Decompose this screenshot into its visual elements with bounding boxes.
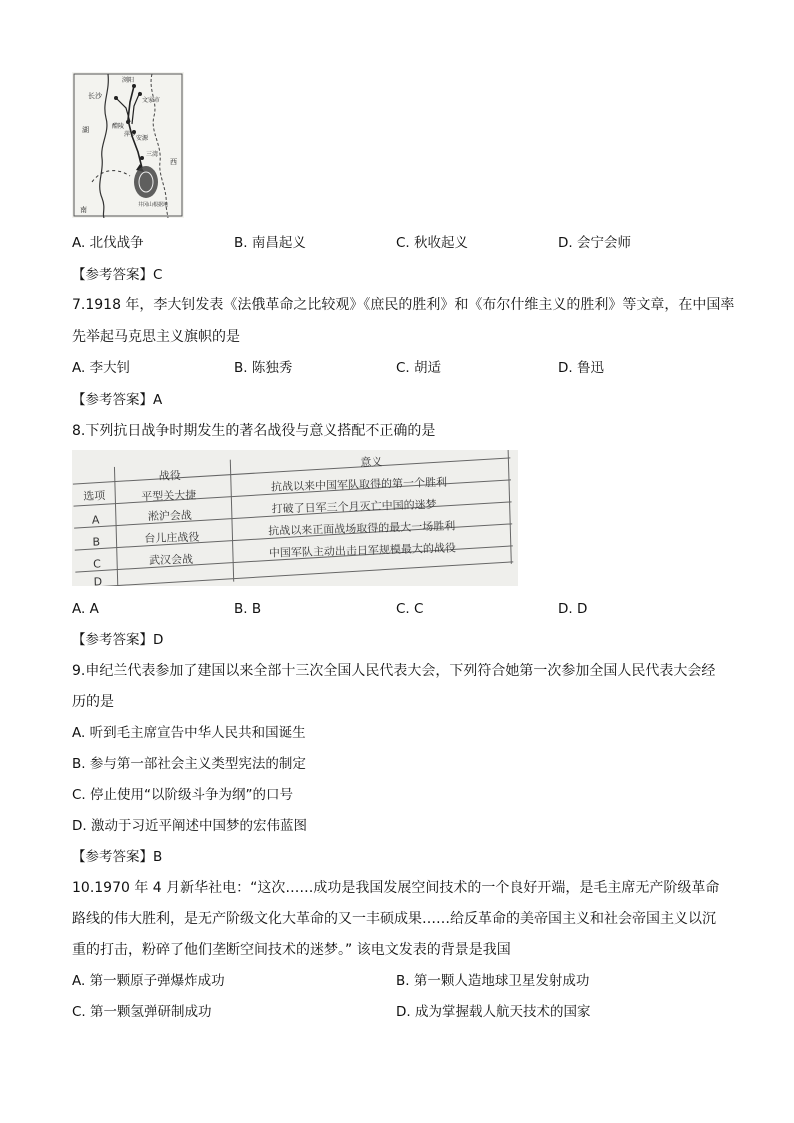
map-label: 南 xyxy=(80,206,87,214)
map-drawing xyxy=(72,72,184,218)
q10-stem-line1: 10.1970 年 4 月新华社电：“这次……成功是我国发展空间技术的一个良好开端，是毛主席无产阶级革命 xyxy=(72,880,720,896)
map-label: 文家市 xyxy=(142,97,161,104)
q9-option-d[interactable]: D. 激动于习近平阐述中国梦的宏伟蓝图 xyxy=(72,818,307,834)
battle-table xyxy=(72,450,518,586)
q8-option-d[interactable]: D. D xyxy=(558,601,588,617)
q10-option-a[interactable]: A. 第一颗原子弹爆炸成功 xyxy=(72,973,225,989)
map-label: 安源 xyxy=(136,135,149,142)
q6-option-c[interactable]: C. 秋收起义 xyxy=(396,235,469,251)
table-cell-battle: 台儿庄战役 xyxy=(144,530,200,546)
table-cell-meaning: 打破了日军三个月灭亡中国的迷梦 xyxy=(271,497,437,516)
table-cell-battle: 平型关大捷 xyxy=(141,488,197,504)
q10-stem-line2: 路线的伟大胜利，是无产阶级文化大革命的又一丰硕成果……给反革命的美帝国主义和社会帝国主义以沉 xyxy=(72,911,716,927)
q8-option-c[interactable]: C. C xyxy=(396,601,424,617)
map-label: 长沙 xyxy=(88,92,102,100)
table-cell-meaning: 抗战以来中国军队取得的第一个胜利 xyxy=(270,475,448,494)
q10-stem-line3: 重的打击，粉碎了他们垄断空间技术的迷梦。” 该电文发表的背景是我国 xyxy=(72,942,511,958)
q6-option-a[interactable]: A. 北伐战争 xyxy=(72,235,144,251)
q7-stem-line1: 7.1918 年，李大钊发表《法俄革命之比较观》《庶民的胜利》和《布尔什维主义的胜利》等文章，在中国率 xyxy=(72,297,735,313)
map-label: 井冈山根据地 xyxy=(138,202,169,208)
q8-option-a[interactable]: A. A xyxy=(72,601,99,617)
q7-option-a[interactable]: A. 李大钊 xyxy=(72,360,131,376)
table-cell-meaning: 中国军队主动出击日军规模最大的战役 xyxy=(268,541,457,560)
map-label: 西 xyxy=(170,158,177,166)
table-header-battle: 战役 xyxy=(158,469,181,483)
map-label: 湖 xyxy=(82,126,89,134)
q6-option-b[interactable]: B. 南昌起义 xyxy=(234,235,306,251)
battle-table-image xyxy=(72,450,518,586)
q10-option-b[interactable]: B. 第一颗人造地球卫星发射成功 xyxy=(396,973,590,989)
autumn-harvest-uprising-map xyxy=(72,72,184,218)
q9-option-b[interactable]: B. 参与第一部社会主义类型宪法的制定 xyxy=(72,756,306,772)
q7-option-b[interactable]: B. 陈独秀 xyxy=(234,360,293,376)
q8-stem: 8.下列抗日战争时期发生的著名战役与意义搭配不正确的是 xyxy=(72,423,436,439)
q10-option-c[interactable]: C. 第一颗氢弹研制成功 xyxy=(72,1004,212,1020)
q6-option-d[interactable]: D. 会宁会师 xyxy=(558,235,631,251)
map-label: 醴陵 xyxy=(112,123,125,130)
q9-answer: 【参考答案】B xyxy=(72,849,163,865)
table-cell-option: C xyxy=(92,557,102,571)
map-label: 浏阳 xyxy=(122,77,135,84)
q7-option-d[interactable]: D. 鲁迅 xyxy=(558,360,604,376)
q9-option-a[interactable]: A. 听到毛主席宣告中华人民共和国诞生 xyxy=(72,725,306,741)
table-header-option: 选项 xyxy=(83,489,106,503)
table-cell-battle: 武汉会战 xyxy=(148,552,194,568)
q7-option-c[interactable]: C. 胡适 xyxy=(396,360,442,376)
q9-option-c[interactable]: C. 停止使用“以阶级斗争为纲”的口号 xyxy=(72,787,293,803)
q10-option-d[interactable]: D. 成为掌握载人航天技术的国家 xyxy=(396,1004,591,1020)
table-cell-option: B xyxy=(92,535,101,549)
table-header-meaning: 意义 xyxy=(360,455,383,470)
q8-answer: 【参考答案】D xyxy=(72,632,164,648)
table-cell-meaning: 抗战以来正面战场取得的最大一场胜利 xyxy=(268,519,456,538)
map-label: 萍乡 xyxy=(124,131,137,138)
q9-stem-line1: 9.申纪兰代表参加了建国以来全部十三次全国人民代表大会，下列符合她第一次参加全国人民代表大会经 xyxy=(72,663,716,679)
q7-answer: 【参考答案】A xyxy=(72,392,163,408)
map-label: 三湾 xyxy=(146,151,159,158)
table-cell-option: D xyxy=(93,575,103,586)
q8-option-b[interactable]: B. B xyxy=(234,601,262,617)
table-cell-battle: 淞沪会战 xyxy=(147,508,193,524)
table-cell-option: A xyxy=(91,513,100,527)
q9-stem-line2: 历的是 xyxy=(72,694,114,710)
q6-answer: 【参考答案】C xyxy=(72,267,163,283)
q7-stem-line2: 先举起马克思主义旗帜的是 xyxy=(72,329,240,345)
